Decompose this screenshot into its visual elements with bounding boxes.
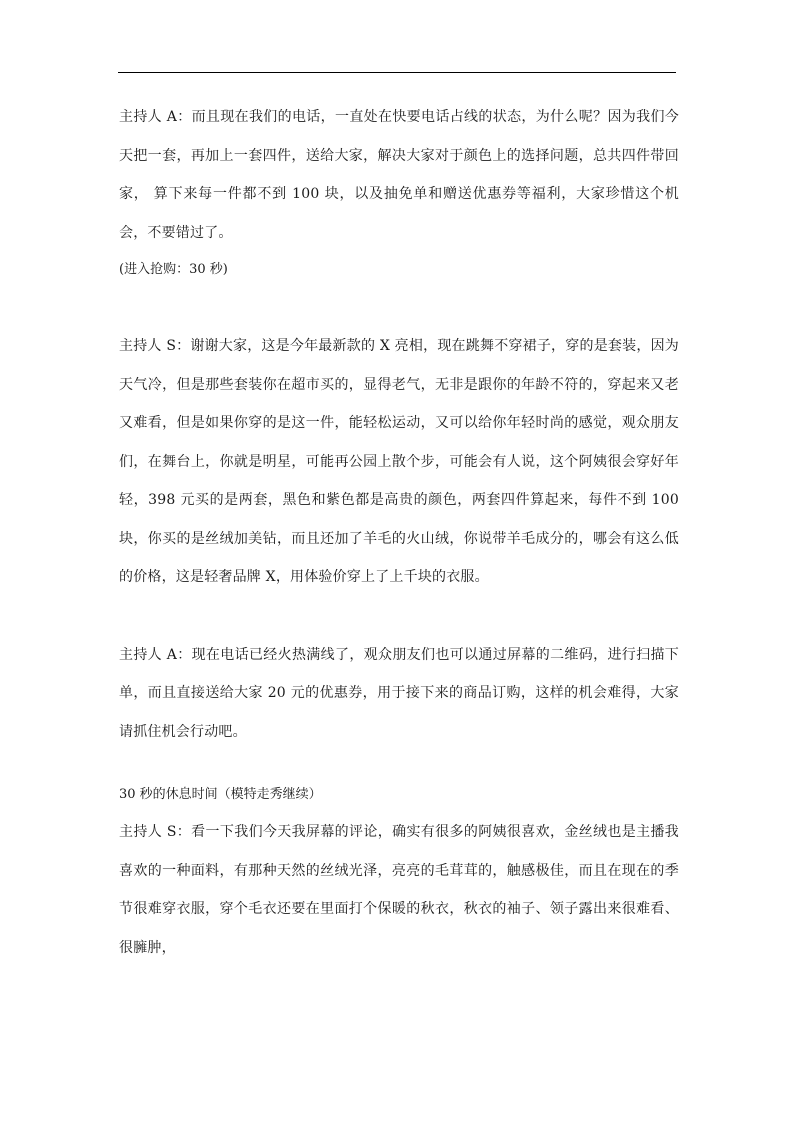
document-body <box>119 98 679 967</box>
note-break-runway: 30 秒的休息时间（模特走秀继续） <box>119 787 322 802</box>
paragraph-gap <box>119 288 679 327</box>
paragraph-gap <box>119 751 679 777</box>
paragraph-gap <box>119 597 679 636</box>
note-rush-purchase: (进入抢购：30 秒) <box>119 262 228 277</box>
header-rule <box>118 72 676 73</box>
paragraph-host-s-product-pitch: 主持人 S：谢谢大家，这是今年最新款的 X 亮相，现在跳舞不穿裙子，穿的是套装，因为天气冷，但是那些套装你在超市买的，显得老气，无非是跟你的年龄不符的，穿起来又老又难看，但是如果你穿的是这一件，能轻松运动，又可以给你年轻时尚的感觉，观众朋友们，在舞台上，你就是明星，可能再公园上散个步，可能会有人说，这个阿姨很会穿好年轻，398 元买的是两套，黑色和紫色都是高贵的颜色，两套四件算起来，每件不到 100 块，你买的是丝绒加美钻，而且还加了羊毛的火山绒，你说带羊毛成分的，哪会有这么低的价格，这是轻奢品牌 X，用体验价穿上了上千块的衣服。 <box>119 338 679 585</box>
paragraph-host-a-phone-lines: 主持人 A：而且现在我们的电话，一直处在快要电话占线的状态，为什么呢？因为我们今天把一套，再加上一套四件，送给大家，解决大家对于颜色上的选择问题，总共四件带回家， 算下来每一件都不到 100 块，以及抽免单和赠送优惠券等福利，大家珍惜这个机会，不要错过了。 <box>119 109 679 241</box>
paragraph-host-s-comments: 主持人 S：看一下我们今天我屏幕的评论，确实有很多的阿姨很喜欢，金丝绒也是主播我喜欢的一种面料，有那种天然的丝绒光泽，亮亮的毛茸茸的，触感极佳，而且在现在的季节很难穿衣服，穿个毛衣还要在里面打个保暖的秋衣，秋衣的袖子、领子露出来很难看、很臃肿， <box>119 824 679 956</box>
paragraph-host-a-qr-coupon: 主持人 A：现在电话已经火热满线了，观众朋友们也可以通过屏幕的二维码，进行扫描下单，而且直接送给大家 20 元的优惠券，用于接下来的商品订购，这样的机会难得，大家请抓住机会行动吧。 <box>119 646 679 740</box>
